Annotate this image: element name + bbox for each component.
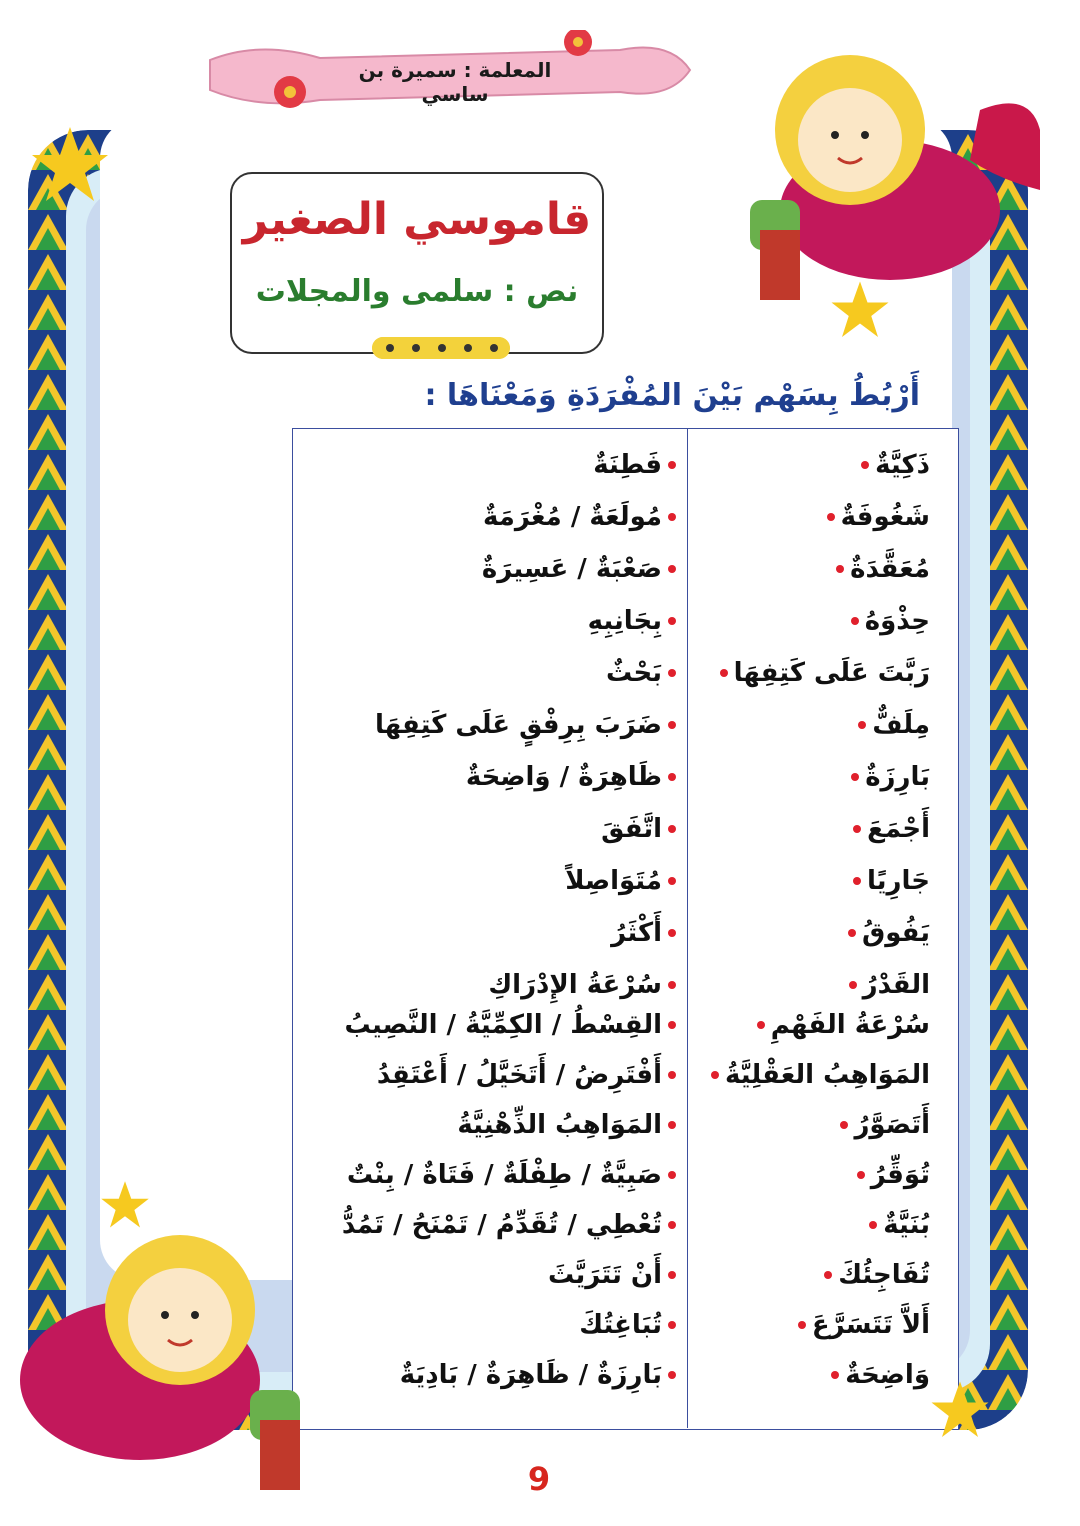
match-dot[interactable] [831, 1371, 839, 1379]
match-dot[interactable] [668, 773, 676, 781]
meaning-item: القِسْطُ / الكِمِّيَّةُ / النَّصِيبُ [344, 1000, 682, 1050]
angel-illustration [740, 10, 1040, 310]
meaning-item: أَفْتَرِضُ / أَتَخَيَّلُ / أَعْتَقِدُ [377, 1050, 682, 1100]
match-dot[interactable] [861, 461, 869, 469]
meaning-item: مُولَعَةٌ / مُغْرَمَةٌ [483, 492, 682, 542]
meaning-item: المَوَاهِبُ الذِّهْنِيَّةُ [457, 1100, 682, 1150]
meaning-item: بِجَانِبِهِ [588, 596, 682, 646]
match-dot[interactable] [858, 721, 866, 729]
match-dot[interactable] [668, 1071, 676, 1079]
match-dot[interactable] [668, 1371, 676, 1379]
match-dot[interactable] [668, 1021, 676, 1029]
match-dot[interactable] [668, 721, 676, 729]
match-dot[interactable] [668, 877, 676, 885]
angel-illustration [10, 1200, 310, 1500]
match-dot[interactable] [668, 1321, 676, 1329]
page-title: قاموسي الصغير [242, 194, 592, 245]
match-dot[interactable] [836, 565, 844, 573]
match-dot[interactable] [668, 565, 676, 573]
match-dot[interactable] [851, 617, 859, 625]
match-dot[interactable] [848, 929, 856, 937]
word-item: حِذْوَهُ [845, 596, 930, 646]
match-dot[interactable] [711, 1071, 719, 1079]
word-item: أَتَصَوَّرُ [834, 1100, 930, 1150]
match-dot[interactable] [668, 617, 676, 625]
star-icon [100, 1180, 150, 1230]
match-dot[interactable] [668, 1271, 676, 1279]
match-dot[interactable] [668, 513, 676, 521]
star-icon [30, 125, 110, 205]
word-item: أَجْمَعَ [847, 804, 930, 854]
word-item: ذَكِيَّةٌ [855, 440, 930, 490]
teacher-name: المعلمة : سميرة بن ساسي [358, 58, 552, 106]
title-box [230, 172, 604, 354]
word-item: وَاضِحَةٌ [825, 1350, 930, 1400]
word-item: يَفُوقُ [842, 908, 930, 958]
meaning-item: ظَاهِرَةٌ / وَاضِحَةٌ [466, 752, 682, 802]
meaning-item: تُعْطِي / تُقَدِّمُ / تَمْنَحُ / تَمُدُّ [342, 1200, 682, 1250]
star-icon [830, 280, 890, 340]
match-dot[interactable] [824, 1271, 832, 1279]
text-subtitle: نص : سلمى والمجلات [255, 274, 579, 309]
match-dot[interactable] [851, 773, 859, 781]
dots-decoration [372, 337, 510, 359]
meaning-item: تُبَاغِتُكَ [579, 1300, 682, 1350]
word-item: أَلاَّ تَتَسَرَّعَ [792, 1300, 930, 1350]
meaning-item: أَكْثَرُ [611, 908, 682, 958]
match-dot[interactable] [668, 669, 676, 677]
word-item: المَوَاهِبُ العَقْلِيَّةُ [705, 1050, 930, 1100]
word-item: رَبَّتَ عَلَى كَتِفِهَا [714, 648, 930, 698]
match-dot[interactable] [857, 1171, 865, 1179]
meaning-item: فَطِنَةٌ [593, 440, 682, 490]
match-dot[interactable] [869, 1221, 877, 1229]
word-item: القَدْرُ [843, 960, 930, 1010]
meaning-item: ضَرَبَ بِرِفْقٍ عَلَى كَتِفِهَا [375, 700, 682, 750]
word-item: بُنَيَّةٌ [863, 1200, 930, 1250]
meaning-item: سُرْعَةُ الإِدْرَاكِ [488, 960, 682, 1010]
meaning-item: مُتَوَاصِلاً [565, 856, 682, 906]
match-dot[interactable] [668, 929, 676, 937]
instruction-text: أَرْبُطُ بِسَهْم بَيْنَ المُفْرَدَةِ وَمَعْنَاهَا : [424, 378, 920, 413]
match-dot[interactable] [853, 877, 861, 885]
word-item: شَغُوفَةٌ [821, 492, 930, 542]
word-item: جَارِيًا [847, 856, 930, 906]
star-icon [930, 1380, 990, 1440]
match-dot[interactable] [668, 1171, 676, 1179]
match-dot[interactable] [827, 513, 835, 521]
match-dot[interactable] [668, 825, 676, 833]
meaning-item: بَحْثٌ [606, 648, 682, 698]
match-dot[interactable] [757, 1021, 765, 1029]
match-dot[interactable] [668, 461, 676, 469]
word-item: مِلَفٌّ [852, 700, 930, 750]
match-dot[interactable] [840, 1121, 848, 1129]
match-dot[interactable] [668, 1221, 676, 1229]
meaning-item: أَنْ تَتَرَيَّثَ [548, 1250, 682, 1300]
word-item: تُفَاجِئُكَ [818, 1250, 930, 1300]
match-dot[interactable] [853, 825, 861, 833]
meaning-item: صَبِيَّةٌ / طِفْلَةٌ / فَتَاةٌ / بِنْتٌ [347, 1150, 682, 1200]
match-dot[interactable] [720, 669, 728, 677]
word-item: تُوَقِّرُ [851, 1150, 930, 1200]
match-dot[interactable] [849, 981, 857, 989]
meaning-item: صَعْبَةٌ / عَسِيرَةٌ [482, 544, 682, 594]
match-dot[interactable] [668, 981, 676, 989]
match-dot[interactable] [668, 1121, 676, 1129]
page-number: 9 [527, 1460, 551, 1498]
match-dot[interactable] [798, 1321, 806, 1329]
column-divider [687, 428, 688, 1428]
word-item: سُرْعَةُ الفَهْمِ [751, 1000, 930, 1050]
word-item: مُعَقَّدَةٌ [830, 544, 930, 594]
meaning-item: اتَّفَقَ [601, 804, 682, 854]
meaning-item: بَارِزَةٌ / ظَاهِرَةٌ / بَادِيَةٌ [400, 1350, 682, 1400]
word-item: بَارِزَةٌ [845, 752, 930, 802]
